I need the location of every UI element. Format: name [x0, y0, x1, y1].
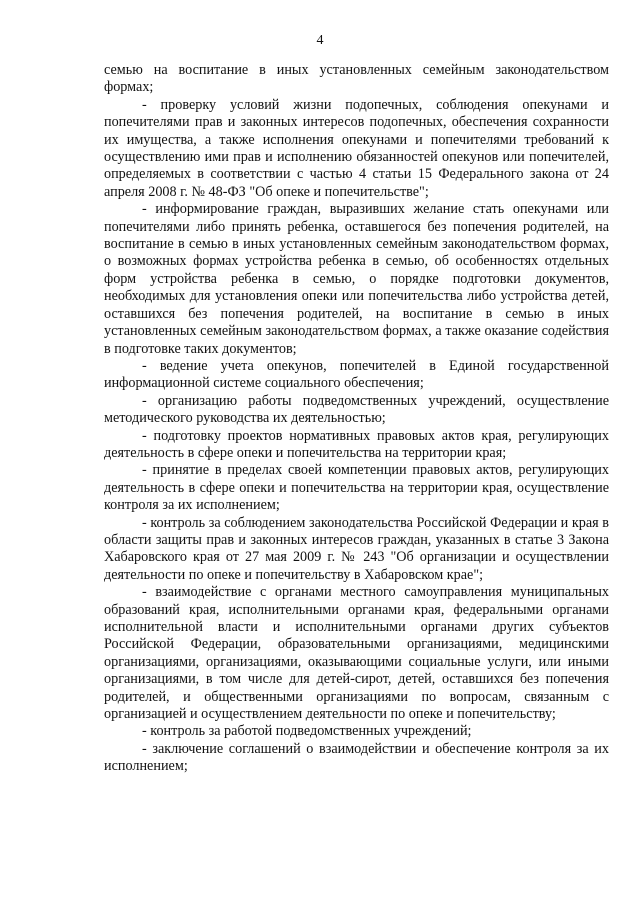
paragraph-citizen-information: - информирование граждан, выразивших желание стать опекунами или попечителями либо принять ребенка, оставшегося без попечения родителей, на воспитание в семью в иных установленных семейным законодательством формах, о возможных формах устройства ребенка в семью, об особенностях отдельных форм устройства ребенка в семью, о порядке подготовки документов, необходимых для установления опеки или попечительства либо устройства детей, оставшихся без попечения родителей, на воспитание в семью в иных установленных семейным законодательством формах, а также оказание содействия в подготовке таких документов;: [104, 201, 609, 357]
paragraph-draft-acts: - подготовку проектов нормативных правовых актов края, регулирующих деятельность в сфере опеки и попечительства на территории края;: [104, 427, 609, 461]
paragraph-adopt-acts: - принятие в пределах своей компетенции правовых актов, регулирующих деятельность в сфере опеки и попечительства на территории края, осуществление контроля за их исполнением;: [104, 462, 609, 514]
paragraph-continuation: семью на воспитание в иных установленных семейным законодательством формах;: [104, 62, 609, 96]
paragraph-interaction: - взаимодействие с органами местного самоуправления муниципальных образований края, исполнительными органами края, федеральными органами исполнительной власти и исполнительными органами других субъектов Российской Федерации, образовательными организациями, медицинскими организациями, организациями, оказывающими социальные услуги, или иными организациями, в том числе для детей-сирот, детей, оставшихся без попечения родителей, и общественными организациями по вопросам, связанным с организацией и осуществлением деятельности по опеке и попечительству;: [104, 584, 609, 723]
paragraph-agreements: - заключение соглашений о взаимодействии и обеспечение контроля за их исполнением;: [104, 740, 609, 775]
paragraph-guardian-living-check: - проверку условий жизни подопечных, соблюдения опекунами и попечителями прав и законных интересов подопечных, обеспечения сохранности их имущества, а также исполнения опекунами и попечителями требований к осуществлению ими прав и исполнению обязанностей опекунов или попечителей, определяемых в соответствии с частью 4 статьи 15 Федерального закона от 24 апреля 2008 г. № 48-ФЗ "Об опеке и попечительстве";: [104, 96, 609, 200]
paragraph-guardian-registry: - ведение учета опекунов, попечителей в Единой государственной информационной системе социального обеспечения;: [104, 357, 609, 392]
page-body: [104, 62, 609, 776]
paragraph-institution-work: - организацию работы подведомственных учреждений, осуществление методического руководства их деятельностью;: [104, 392, 609, 427]
paragraph-legislation-control: - контроль за соблюдением законодательства Российской Федерации и края в области защиты прав и законных интересов граждан, указанных в статье 3 Закона Хабаровского края от 27 мая 2009 г. № 243 "Об организации и осуществлении деятельности по опеке и попечительству в Хабаровском крае";: [104, 514, 609, 583]
page-number: 4: [316, 33, 324, 48]
paragraph-institution-control: - контроль за работой подведомственных учреждений;: [142, 723, 472, 740]
